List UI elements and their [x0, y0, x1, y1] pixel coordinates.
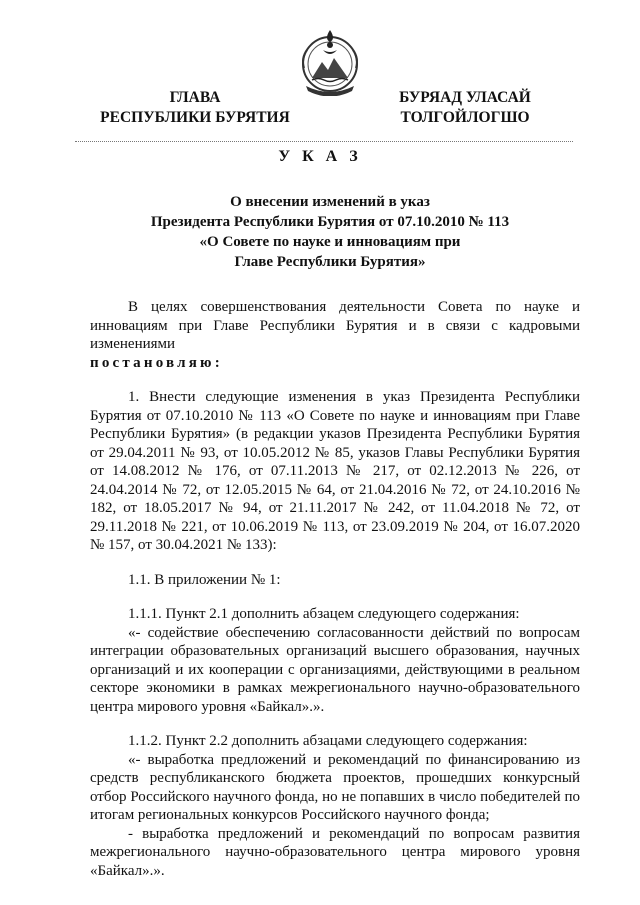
- decree-word-paragraph: [90, 354, 580, 373]
- header-left-line1: ГЛАВА: [169, 89, 221, 106]
- document-type: У К А З: [278, 148, 362, 165]
- item-1-1-2-text1: «- выработка предложений и рекомендаций по финансированию из средств республиканского бюджета проектов, прошедших конкурсный отбор Российского научного фонда, но не попавших в число победителей по итогам региональных конкурсов Российского научного фонда;: [90, 751, 580, 823]
- item-1: 1. Внести следующие изменения в указ Президента Республики Бурятия от 07.10.2010 № 113 «О Совете по науке и инновациям при Главе Республики Бурятия» (в редакции указов Президента Республики Бурятия от 29.04.2011 № 93, от 10.05.2012 № 85, указов Главы Республики Бурятия от 14.08.2012 № 176, от 07.11.2013 № 217, от 02.12.2013 № 226, от 24.04.2014 № 72, от 12.05.2015 № 64, от 21.04.2016 № 72, от 24.10.2016 № 182, от 18.05.2017 № 94, от 21.11.2017 № 242, от 11.04.2018 № 72, от 29.11.2018 № 221, от 10.06.2019 № 113, от 23.09.2019 № 204, от 16.07.2020 № 157, от 30.04.2021 № 133):: [90, 389, 580, 553]
- item-1-1-1: 1.1.1. Пункт 2.1 дополнить абзацем следующего содержания:: [128, 606, 520, 622]
- document-title: [130, 192, 530, 272]
- header-left-line2: РЕСПУБЛИКИ БУРЯТИЯ: [100, 109, 290, 126]
- item-1-1-1-text: «- содействие обеспечению согласованности действий по вопросам интеграции образовательных организаций высшего образования, научных организаций и их кооперации с организациями, действующими в реальном секторе экономики в рамках межрегионального научно-образовательного центра мирового уровня «Байкал».».: [90, 624, 580, 715]
- title-line4: Главе Республики Бурятия»: [234, 254, 426, 270]
- preamble-text: В целях совершенствования деятельности Совета по науке и инновациям при Главе Республики Бурятия и в связи с кадровыми изменениями: [90, 299, 580, 352]
- header-divider: [75, 141, 573, 142]
- decree-word: постановляю:: [90, 354, 223, 371]
- item-1-1-2-text2: - выработка предложений и рекомендаций по вопросам развития межрегионального научно-образовательного центра мирового уровня «Байкал».».: [90, 825, 580, 879]
- preamble-paragraph: [90, 298, 580, 354]
- republic-emblem-icon: [298, 28, 362, 96]
- title-line3: «О Совете по науке и инновациям при: [199, 234, 461, 250]
- title-line2: Президента Республики Бурятия от 07.10.2010 № 113: [150, 214, 510, 230]
- header-right: [355, 88, 575, 128]
- header-left: [80, 88, 310, 128]
- item-1-1: 1.1. В приложении № 1:: [128, 571, 281, 588]
- header-right-line2: ТОЛГОЙЛОГШО: [400, 109, 530, 126]
- header-right-line1: БУРЯАД УЛАСАЙ: [399, 89, 531, 106]
- item-1-1-2: 1.1.2. Пункт 2.2 дополнить абзацами следующего содержания:: [128, 733, 528, 749]
- title-line1: О внесении изменений в указ: [230, 194, 430, 210]
- document-body: [90, 298, 580, 880]
